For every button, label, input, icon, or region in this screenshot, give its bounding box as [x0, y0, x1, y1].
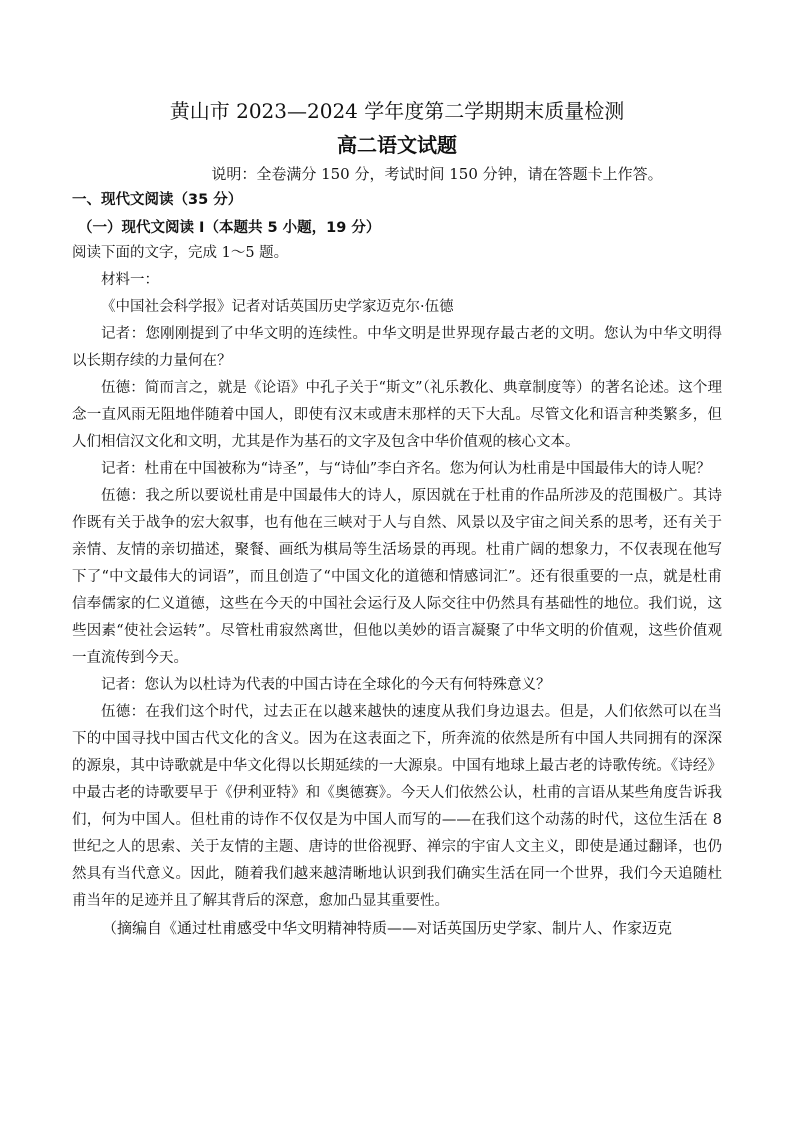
- source-citation: （摘编自《通过杜甫感受中华文明精神特质——对话英国历史学家、制片人、作家迈克: [102, 919, 673, 937]
- paragraph-3: 记者：杜甫在中国被称为“诗圣”，与“诗仙”李白齐名。您为何认为杜甫是中国最伟大的诗人呢？: [101, 461, 711, 477]
- paragraph-1: 记者：您刚刚提到了中华文明的连续性。中华文明是世界现存最古老的文明。您认为中华文明得以长期存续的力量何在？: [72, 326, 722, 369]
- paragraph-6: 伍德：在我们这个时代，过去正在以越来越快的速度从我们身边退去。但是，人们依然可以在当下的中国寻找中国古代文化的含义。因为在这表面之下，所奔流的依然是所有中国人共同拥有的深深的源泉，其中诗歌就是中华文化得以长期延续的一大源泉。中国有地球上最古老的诗歌传统。《诗经》中最古老的诗歌要早于《伊利亚特》和《奥德赛》。今天人们依然公认，杜甫的言语从某些角度告诉我们，何为中国人。但杜甫的诗作不仅仅是为中国人而写的——在我们这个动荡的时代，这位生活在 8 世纪之人的思索、关于友情的主题、唐诗的世俗视野、禅宗的宇宙人文主义，即使是通过翻译，也仍然具有当代意义。因此，随着我们越来越清晰地认识到我们确实生活在同一个世界，我们今天追随杜甫当年的足迹并且了解其背后的深意，愈加凸显其重要性。: [72, 704, 722, 909]
- subsection-heading: （一）现代文阅读 I（本题共 5 小题，19 分）: [78, 220, 381, 236]
- exam-title: 黄山市 2023—2024 学年度第二学期期末质量检测: [169, 99, 625, 123]
- exam-page: [72, 96, 722, 942]
- exam-note: 说明：全卷满分 150 分，考试时间 150 分钟，请在答题卡上作答。: [211, 165, 663, 183]
- material-label: 材料一：: [101, 272, 159, 288]
- paragraph-5: 记者：您认为以杜诗为代表的中国古诗在全球化的今天有何特殊意义？: [101, 677, 551, 693]
- section-heading: 一、现代文阅读（35 分）: [72, 192, 243, 208]
- article-title: 《中国社会科学报》记者对话英国历史学家迈克尔·伍德: [101, 299, 454, 315]
- paragraph-4: 伍德：我之所以要说杜甫是中国最伟大的诗人，原因就在于杜甫的作品所涉及的范围极广。其诗作既有关于战争的宏大叙事，也有他在三峡对于人与自然、风景以及宇宙之间关系的思考，还有关于亲情、友情的亲切描述，聚餐、画纸为棋局等生活场景的再现。杜甫广阔的想象力，不仅表现在他写下了“中文最伟大的词语”，而且创造了“中国文化的道德和情感词汇”。还有很重要的一点，就是杜甫信奉儒家的仁义道德，这些在今天的中国社会运行及人际交往中仍然具有基础性的地位。我们说，这些因素“使社会运转”。尽管杜甫寂然离世，但他以美妙的语言凝聚了中华文明的价值观，这些价值观一直流传到今天。: [72, 488, 722, 666]
- reading-instruction: 阅读下面的文字，完成 1～5 题。: [72, 245, 289, 261]
- exam-subtitle: 高二语文试题: [337, 133, 457, 157]
- paragraph-2: 伍德：简而言之，就是《论语》中孔子关于“斯文”（礼乐教化、典章制度等）的著名论述。这个理念一直风雨无阻地伴随着中国人，即使有汉末或唐末那样的天下大乱。尽管文化和语言种类繁多，但人们相信汉文化和文明，尤其是作为基石的文字及包含中华价值观的核心文本。: [72, 380, 722, 450]
